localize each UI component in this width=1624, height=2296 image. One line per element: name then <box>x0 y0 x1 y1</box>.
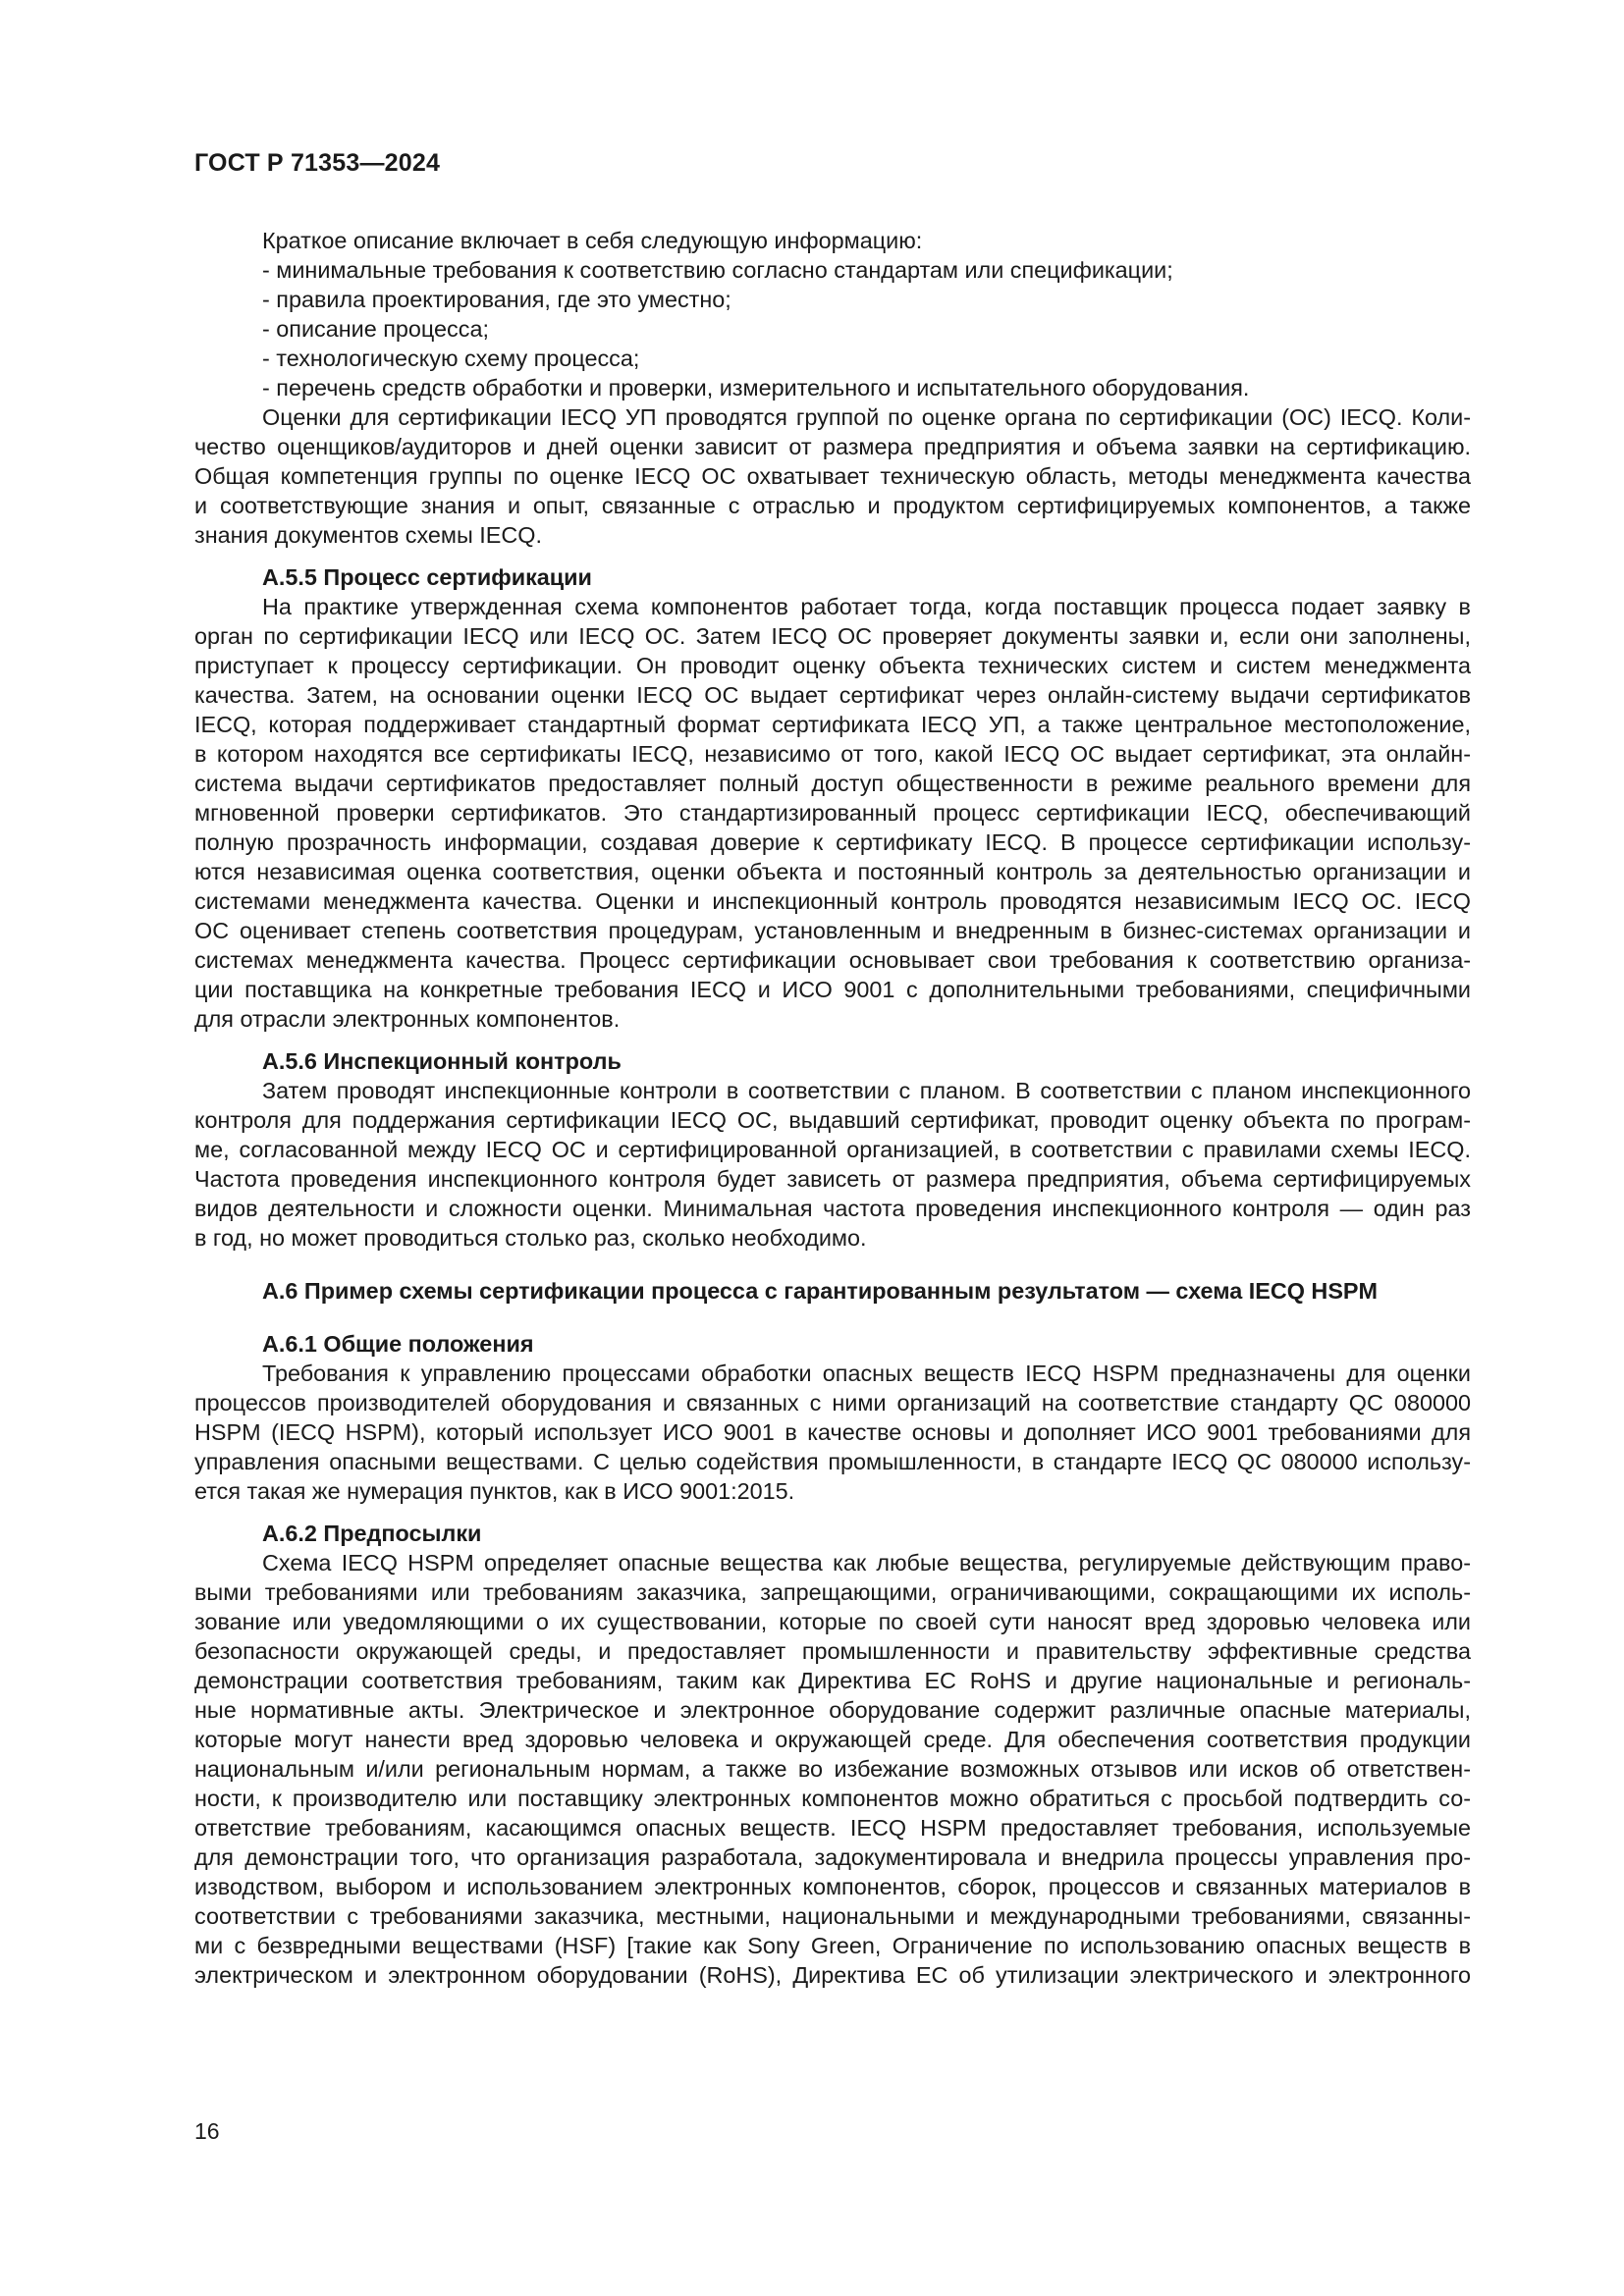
paragraph-line: мгновенной проверки сертификатов. Это стандартизированный процесс сертификации IECQ, обеспечивающий <box>194 800 1471 826</box>
section-heading: А.6.2 Предпосылки <box>262 1521 482 1546</box>
paragraph-line: качества. Затем, на основании оценки IECQ ОС выдает сертификат через онлайн-систему выдачи сертификатов <box>194 682 1471 708</box>
paragraph-line: системами менеджмента качества. Оценки и инспекционный контроль проводятся независимым IECQ ОС. IECQ <box>194 888 1471 914</box>
paragraph-line: ции поставщика на конкретные требования IECQ и ИСО 9001 с дополнительными требованиями, специфичными <box>194 977 1471 1002</box>
paragraph-line: чество оценщиков/аудиторов и дней оценки зависит от размера предприятия и объема заявки на сертификацию. <box>194 434 1471 459</box>
paragraph-line: ется такая же нумерация пунктов, как в ИСО 9001:2015. <box>194 1478 795 1504</box>
paragraph-line: знания документов схемы IECQ. <box>194 522 542 548</box>
paragraph-line: На практике утвержденная схема компонентов работает тогда, когда поставщик процесса подает заявку в <box>262 594 1471 619</box>
list-item: - технологическую схему процесса; <box>262 346 640 371</box>
paragraph-line: Оценки для сертификации IECQ УП проводятся группой по оценке органа по сертификации (ОС) IECQ. Коли- <box>262 404 1471 430</box>
list-item: - перечень средств обработки и проверки, измерительного и испытательного оборудования. <box>262 375 1250 400</box>
section-a-5-6 <box>194 1046 1471 1253</box>
paragraph-line: IECQ, которая поддерживает стандартный формат сертификата IECQ УП, а также центральное местоположение, <box>194 712 1471 737</box>
paragraph-line: видов деятельности и сложности оценки. Минимальная частота проведения инспекционного контроля — один раз <box>194 1196 1471 1221</box>
list-item: - минимальные требования к соответствию согласно стандартам или спецификации; <box>262 257 1173 283</box>
paragraph-line: Требования к управлению процессами обработки опасных веществ IECQ HSPM предназначены для оценки <box>262 1361 1471 1386</box>
paragraph-line: национальным и/или региональным нормам, а также во избежание возможных отзывов или исков об ответствен- <box>194 1756 1471 1782</box>
paragraph-line: ности, к производителю или поставщику электронных компонентов можно обратиться с просьбой подтвердить со- <box>194 1786 1471 1811</box>
paragraph-line: система выдачи сертификатов предоставляет полный доступ общественности в режиме реального времени для <box>194 771 1471 796</box>
paragraph-line: процессов производителей оборудования и связанных с ними организаций на соответствие стандарту QC 080000 <box>194 1390 1471 1415</box>
paragraph-line: Частота проведения инспекционного контроля будет зависеть от размера предприятия, объема сертифицируемых <box>194 1166 1471 1192</box>
list-intro: Краткое описание включает в себя следующую информацию: <box>262 228 923 253</box>
page-body <box>194 226 1471 1990</box>
paragraph-line: в год, но может проводиться столько раз, сколько необходимо. <box>194 1225 867 1251</box>
section-a-5-5 <box>194 562 1471 1034</box>
paragraph-line: для отрасли электронных компонентов. <box>194 1006 621 1032</box>
list-item: - описание процесса; <box>262 316 489 342</box>
list-item: - правила проектирования, где это уместно; <box>262 287 731 312</box>
paragraph-line: и соответствующие знания и опыт, связанные с отраслью и продуктом сертифицируемых компонентов, а также <box>194 493 1471 518</box>
paragraph-line: зование или уведомляющими о их существовании, которые по своей сути наносят вред здоровью человека или <box>194 1609 1471 1634</box>
paragraph-line: безопасности окружающей среды, и предоставляет промышленности и правительству эффективные средства <box>194 1638 1471 1664</box>
section-heading: А.5.5 Процесс сертификации <box>262 564 592 590</box>
section-a-6-1 <box>194 1329 1471 1506</box>
paragraph-line: HSPM (IECQ HSPM), который использует ИСО 9001 в качестве основы и дополняет ИСО 9001 требованиями для <box>194 1419 1471 1445</box>
paragraph-line: Общая компетенция группы по оценке IECQ ОС охватывает техническую область, методы менеджмента качества <box>194 463 1471 489</box>
paragraph-line: управления опасными веществами. С целью содействия промышленности, в стандарте IECQ QC 080000 использу- <box>194 1449 1471 1474</box>
paragraph-line: системах менеджмента качества. Процесс сертификации основывает свои требования к соответствию организа- <box>194 947 1471 973</box>
section-a-6-2 <box>194 1519 1471 1990</box>
paragraph-line: приступает к процессу сертификации. Он проводит оценку объекта технических систем и систем менеджмента <box>194 653 1471 678</box>
paragraph-line: соответствии с требованиями заказчика, местными, национальными и международными требованиями, связанны- <box>194 1903 1471 1929</box>
paragraph-line: Схема IECQ HSPM определяет опасные вещества как любые вещества, регулируемые действующим право- <box>262 1550 1471 1575</box>
paragraph-line: Затем проводят инспекционные контроли в соответствии с планом. В соответствии с планом инспекционного <box>262 1078 1471 1103</box>
document-header: ГОСТ Р 71353—2024 <box>194 149 441 177</box>
paragraph-line: ответствие требованиям, касающимся опасных веществ. IECQ HSPM предоставляет требования, используемые <box>194 1815 1471 1841</box>
assessment-paragraph <box>194 402 1471 550</box>
info-list <box>194 226 1471 402</box>
paragraph-line: которые могут нанести вред здоровью человека и окружающей среде. Для обеспечения соответствия продукции <box>194 1727 1471 1752</box>
paragraph-line: контроля для поддержания сертификации IECQ ОС, выдавший сертификат, проводит оценку объекта по програм- <box>194 1107 1471 1133</box>
paragraph-line: ме, согласованной между IECQ ОС и сертифицированной организацией, в соответствии с правилами схемы IECQ. <box>194 1137 1471 1162</box>
paragraph-line: выми требованиями или требованиям заказчика, запрещающими, ограничивающими, сокращающими их исполь- <box>194 1579 1471 1605</box>
paragraph-line: орган по сертификации IECQ или IECQ ОС. Затем IECQ ОС проверяет документы заявки и, если они заполнены, <box>194 623 1471 649</box>
page-number: 16 <box>194 2118 220 2144</box>
paragraph-line: ются независимая оценка соответствия, оценки объекта и постоянный контроль за деятельностью организации и <box>194 859 1471 884</box>
paragraph-line: изводством, выбором и использованием электронных компонентов, сборок, процессов и связанных материалов в <box>194 1874 1471 1899</box>
paragraph-line: ми с безвредными веществами (HSF) [такие как Sony Green, Ограничение по использованию опасных веществ в <box>194 1933 1471 1958</box>
section-title-a-6: А.6 Пример схемы сертификации процесса с гарантированным результатом — схема IECQ HSPM <box>262 1278 1379 1304</box>
section-heading: А.6.1 Общие положения <box>262 1331 534 1357</box>
paragraph-line: ОС оценивает степень соответствия процедурам, установленным и внедренным в бизнес-системах организации и <box>194 918 1471 943</box>
section-heading: А.5.6 Инспекционный контроль <box>262 1048 622 1074</box>
paragraph-line: электрическом и электронном оборудовании (RoHS), Директива ЕС об утилизации электрического и электронного <box>194 1962 1471 1988</box>
paragraph-line: ные нормативные акты. Электрическое и электронное оборудование содержит различные опасные материалы, <box>194 1697 1471 1723</box>
paragraph-line: демонстрации соответствия требованиям, таким как Директива ЕС RoHS и другие национальные и региональ- <box>194 1668 1471 1693</box>
paragraph-line: в котором находятся все сертификаты IECQ, независимо от того, какой IECQ ОС выдает сертификат, эта онлайн- <box>194 741 1471 767</box>
paragraph-line: для демонстрации того, что организация разработала, задокументировала и внедрила процессы управления про- <box>194 1844 1471 1870</box>
paragraph-line: полную прозрачность информации, создавая доверие к сертификату IECQ. В процессе сертификации использу- <box>194 829 1471 855</box>
